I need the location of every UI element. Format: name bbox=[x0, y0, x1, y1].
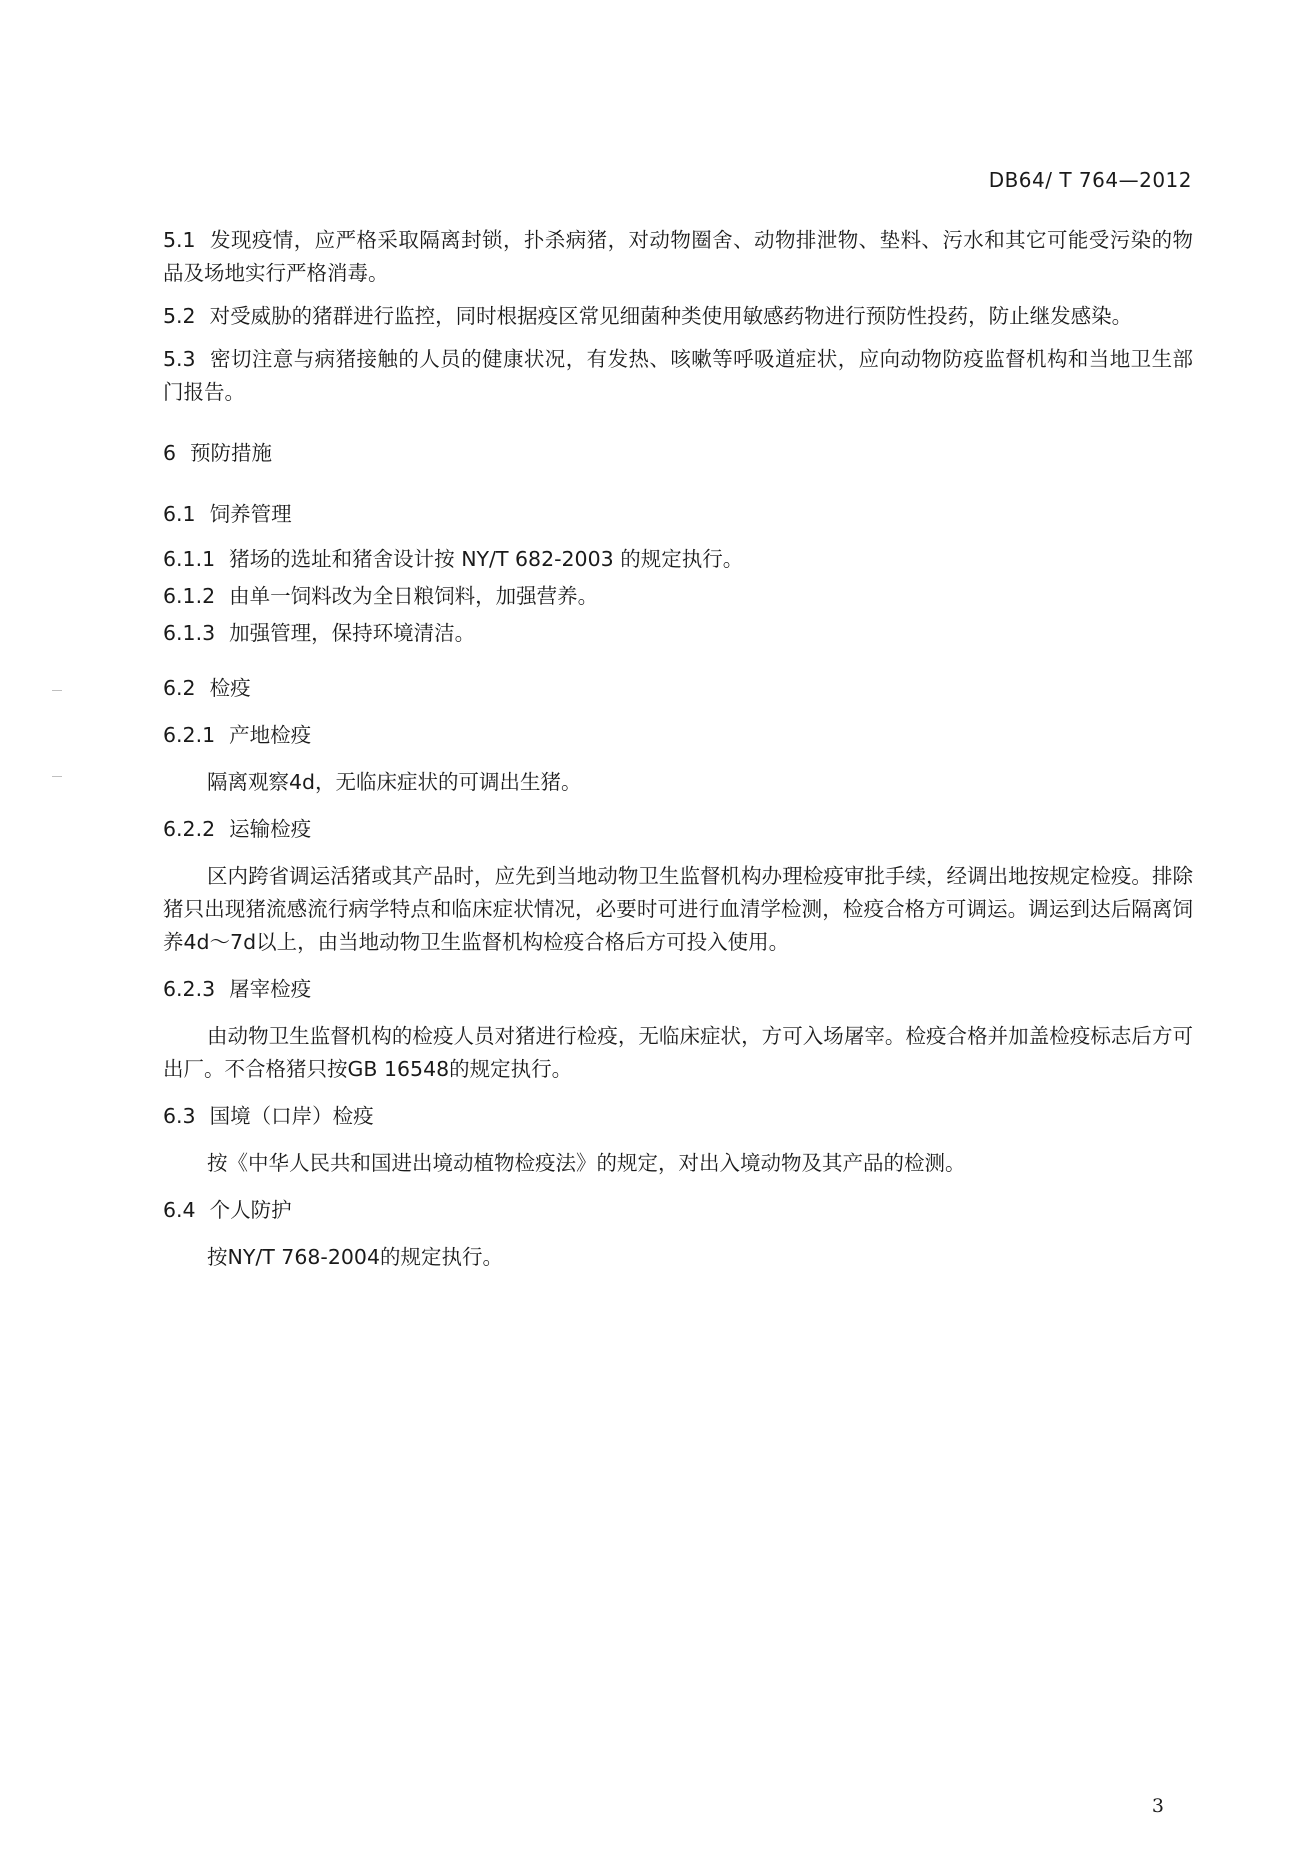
clause-6-1-2 bbox=[163, 580, 1193, 613]
section-6-2-2-heading bbox=[163, 813, 1193, 846]
clause-5-1 bbox=[163, 224, 1193, 290]
scan-artifact-mark bbox=[52, 776, 62, 777]
section-number: 6.4 bbox=[163, 1198, 196, 1222]
section-number: 6.2.1 bbox=[163, 723, 216, 747]
scan-artifact-mark bbox=[52, 690, 62, 691]
section-title: 个人防护 bbox=[209, 1198, 292, 1222]
section-6-4-text: 按NY/T 768-2004的规定执行。 bbox=[207, 1245, 503, 1269]
clause-text: 发现疫情，应严格采取隔离封锁，扑杀病猪，对动物圈舍、动物排泄物、垫料、污水和其它可能受污染的物品及场地实行严格消毒。 bbox=[163, 228, 1193, 285]
section-6-1-heading bbox=[163, 498, 1193, 531]
clause-text: 加强管理，保持环境清洁。 bbox=[229, 621, 476, 645]
clause-text: 对受威胁的猪群进行监控，同时根据疫区常见细菌种类使用敏感药物进行预防性投药，防止继发感染。 bbox=[209, 304, 1133, 328]
section-number: 6.1 bbox=[163, 502, 196, 526]
section-title: 屠宰检疫 bbox=[229, 977, 312, 1001]
page-number: 3 bbox=[1151, 1795, 1164, 1817]
section-title: 国境（口岸）检疫 bbox=[209, 1104, 374, 1128]
section-title: 产地检疫 bbox=[229, 723, 312, 747]
section-6-4-heading bbox=[163, 1194, 1193, 1227]
section-title: 饲养管理 bbox=[209, 502, 292, 526]
clause-number: 5.2 bbox=[163, 304, 196, 328]
section-number: 6.2.2 bbox=[163, 817, 216, 841]
clause-6-1-1 bbox=[163, 543, 1193, 576]
document-body bbox=[163, 224, 1193, 1286]
section-6-2-1-heading bbox=[163, 719, 1193, 752]
section-title: 检疫 bbox=[209, 676, 251, 700]
section-6-heading bbox=[163, 437, 1193, 470]
section-title: 运输检疫 bbox=[229, 817, 312, 841]
clause-text: 由单一饲料改为全日粮饲料，加强营养。 bbox=[229, 584, 599, 608]
clause-5-2 bbox=[163, 300, 1193, 333]
section-number: 6.3 bbox=[163, 1104, 196, 1128]
document-code: DB64/ T 764—2012 bbox=[988, 168, 1192, 192]
clause-number: 6.1.1 bbox=[163, 547, 216, 571]
section-6-3-text: 按《中华人民共和国进出境动植物检疫法》的规定，对出入境动物及其产品的检测。 bbox=[207, 1151, 966, 1175]
section-number: 6.2.3 bbox=[163, 977, 216, 1001]
section-6-2-2-text: 区内跨省调运活猪或其产品时，应先到当地动物卫生监督机构办理检疫审批手续，经调出地按规定检疫。排除猪只出现猪流感流行病学特点和临床症状情况，必要时可进行血清学检测，检疫合格方可调运。调运到达后隔离饲养4d～7d以上，由当地动物卫生监督机构检疫合格后方可投入使用。 bbox=[163, 864, 1193, 954]
section-6-3-heading bbox=[163, 1100, 1193, 1133]
section-number: 6 bbox=[163, 441, 177, 465]
clause-text: 密切注意与病猪接触的人员的健康状况，有发热、咳嗽等呼吸道症状，应向动物防疫监督机构和当地卫生部门报告。 bbox=[163, 347, 1193, 404]
section-6-2-3-heading bbox=[163, 973, 1193, 1006]
clause-text: 猪场的选址和猪舍设计按 NY/T 682-2003 的规定执行。 bbox=[229, 547, 744, 571]
section-title: 预防措施 bbox=[190, 441, 273, 465]
section-6-2-1-text: 隔离观察4d，无临床症状的可调出生猪。 bbox=[207, 770, 582, 794]
clause-number: 5.3 bbox=[163, 347, 196, 371]
section-6-2-3-text: 由动物卫生监督机构的检疫人员对猪进行检疫，无临床症状，方可入场屠宰。检疫合格并加盖检疫标志后方可出厂。不合格猪只按GB 16548的规定执行。 bbox=[163, 1024, 1193, 1081]
clause-6-1-3 bbox=[163, 617, 1193, 650]
section-number: 6.2 bbox=[163, 676, 196, 700]
clause-5-3 bbox=[163, 343, 1193, 409]
clause-number: 6.1.3 bbox=[163, 621, 216, 645]
section-6-2-heading bbox=[163, 672, 1193, 705]
clause-number: 5.1 bbox=[163, 228, 196, 252]
clause-number: 6.1.2 bbox=[163, 584, 216, 608]
